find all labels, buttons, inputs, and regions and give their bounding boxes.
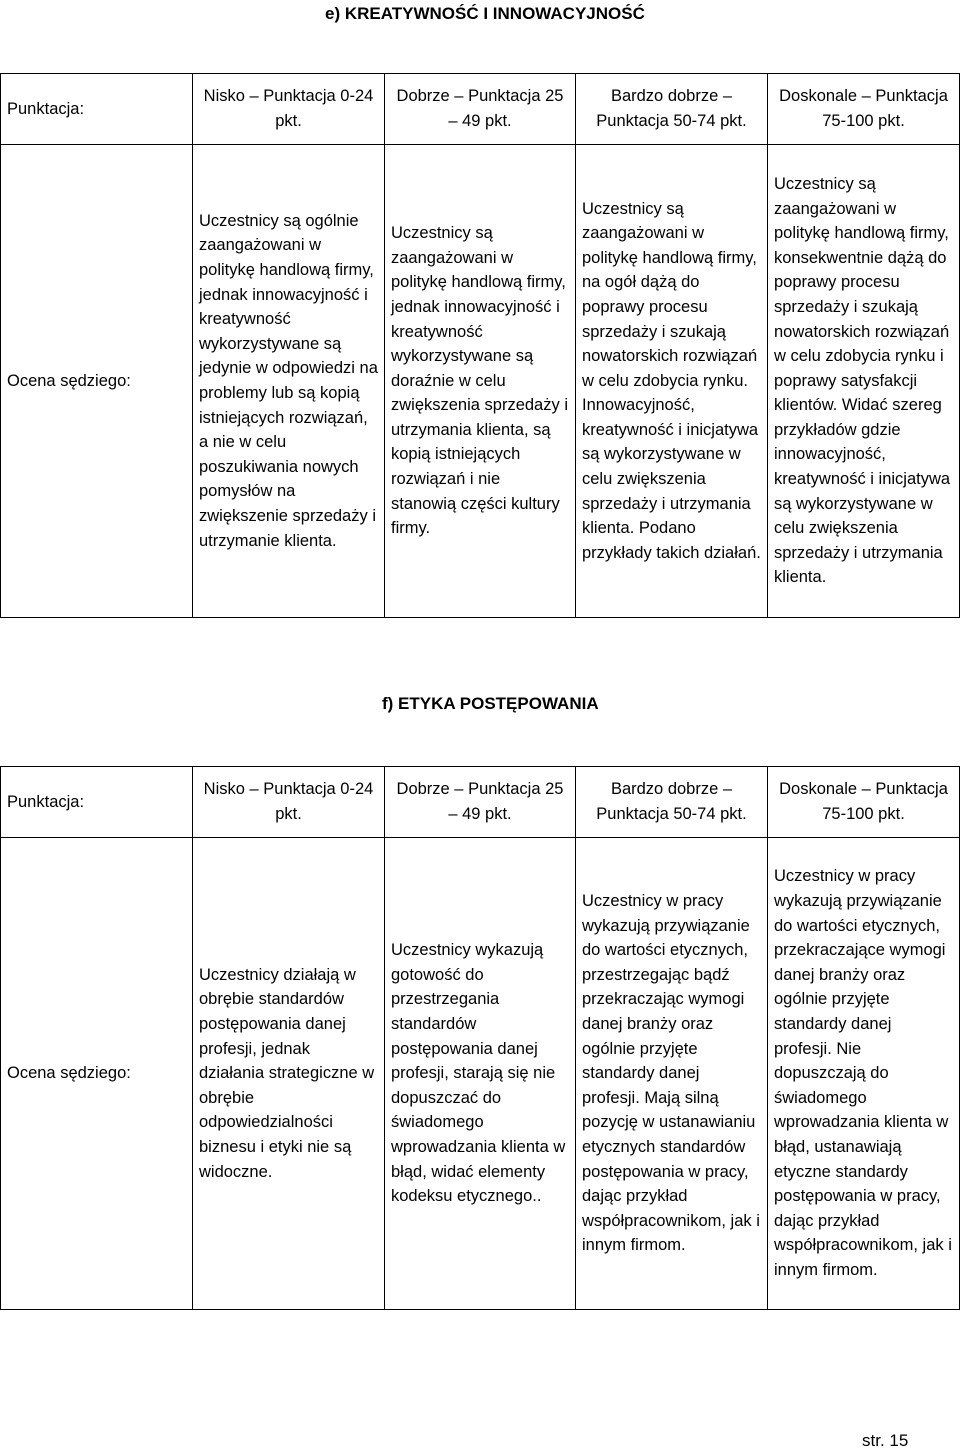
level-good-header: Dobrze – Punktacja 25 – 49 pkt. bbox=[385, 767, 576, 838]
level-very-good-header: Bardzo dobrze – Punktacja 50-74 pkt. bbox=[576, 74, 768, 145]
ethics-rubric-table bbox=[0, 766, 960, 1310]
level-very-good-description: Uczestnicy są zaangażowani w politykę handlową firmy, na ogół dążą do poprawy procesu sprzedaży i szukają nowatorskich rozwiązań w celu zdobycia rynku. Innowacyjność, kreatywność i inicjatywa są wykorzystywane w celu zwiększenia sprzedaży i utrzymania klienta. Podano przykłady takich działań. bbox=[576, 145, 768, 618]
creativity-rubric-table bbox=[0, 73, 960, 618]
judge-row bbox=[1, 145, 960, 618]
score-row bbox=[1, 767, 960, 838]
level-low-header: Nisko – Punktacja 0-24 pkt. bbox=[193, 74, 385, 145]
level-low-header: Nisko – Punktacja 0-24 pkt. bbox=[193, 767, 385, 838]
judge-row-label: Ocena sędziego: bbox=[1, 145, 193, 618]
level-low-description: Uczestnicy są ogólnie zaangażowani w politykę handlową firmy, jednak innowacyjność i kreatywność wykorzystywane są jedynie w odpowiedzi na problemy lub są kopią istniejących rozwiązań, a nie w celu poszukiwania nowych pomysłów na zwiększenie sprzedaży i utrzymanie klienta. bbox=[193, 145, 385, 618]
judge-row bbox=[1, 838, 960, 1310]
score-row-label: Punktacja: bbox=[1, 74, 193, 145]
score-row-label: Punktacja: bbox=[1, 767, 193, 838]
page-number: str. 15 bbox=[862, 1431, 909, 1450]
level-low-description: Uczestnicy działają w obrębie standardów postępowania danej profesji, jednak działania strategiczne w obrębie odpowiedzialności biznesu i etyki nie są widoczne. bbox=[193, 838, 385, 1310]
judge-row-label: Ocena sędziego: bbox=[1, 838, 193, 1310]
level-very-good-description: Uczestnicy w pracy wykazują przywiązanie do wartości etycznych, przestrzegając bądź przekraczając wymogi danej branży oraz ogólnie przyjęte standardy danej profesji. Mają silną pozycję w ustanawianiu etycznych standardów postępowania w pracy, dając przykład współpracownikom, jak i innym firmom. bbox=[576, 838, 768, 1310]
section-f-title: f) ETYKA POSTĘPOWANIA bbox=[382, 694, 599, 713]
level-very-good-header: Bardzo dobrze – Punktacja 50-74 pkt. bbox=[576, 767, 768, 838]
level-good-header: Dobrze – Punktacja 25 – 49 pkt. bbox=[385, 74, 576, 145]
level-excellent-description: Uczestnicy są zaangażowani w politykę handlową firmy, konsekwentnie dążą do poprawy procesu sprzedaży i szukają nowatorskich rozwiązań w celu zdobycia rynku i poprawy satysfakcji klientów. Widać szereg przykładów gdzie innowacyjność, kreatywność i inicjatywa są wykorzystywane w celu zwiększenia sprzedaży i utrzymania klienta. bbox=[768, 145, 960, 618]
level-good-description: Uczestnicy wykazują gotowość do przestrzegania standardów postępowania danej profesji, starają się nie dopuszczać do świadomego wprowadzania klienta w błąd, widać elementy kodeksu etycznego.. bbox=[385, 838, 576, 1310]
level-excellent-description: Uczestnicy w pracy wykazują przywiązanie do wartości etycznych, przekraczające wymogi danej branży oraz ogólnie przyjęte standardy danej profesji. Nie dopuszczają do świadomego wprowadzania klienta w błąd, ustanawiają etyczne standardy postępowania w pracy, dając przykład współpracownikom, jak i innym firmom. bbox=[768, 838, 960, 1310]
level-excellent-header: Doskonale – Punktacja 75-100 pkt. bbox=[768, 74, 960, 145]
level-good-description: Uczestnicy są zaangażowani w politykę handlową firmy, jednak innowacyjność i kreatywność wykorzystywane są doraźnie w celu zwiększenia sprzedaży i utrzymania klienta, są kopią istniejących rozwiązań i nie stanowią części kultury firmy. bbox=[385, 145, 576, 618]
section-e-title: e) KREATYWNOŚĆ I INNOWACYJNOŚĆ bbox=[325, 4, 645, 23]
score-row bbox=[1, 74, 960, 145]
level-excellent-header: Doskonale – Punktacja 75-100 pkt. bbox=[768, 767, 960, 838]
